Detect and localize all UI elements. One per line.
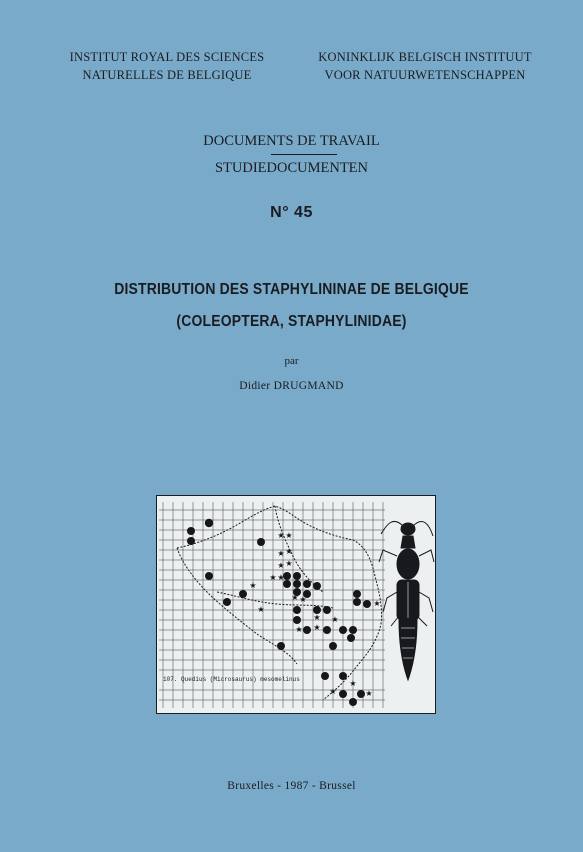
publication-place-year: Bruxelles - 1987 - Brussel bbox=[227, 780, 356, 792]
institute-name-fr bbox=[62, 48, 272, 84]
svg-text:★: ★ bbox=[277, 561, 285, 570]
beetle-illustration bbox=[379, 521, 434, 680]
svg-text:★: ★ bbox=[249, 581, 257, 590]
svg-text:★: ★ bbox=[285, 559, 293, 568]
svg-text:★: ★ bbox=[313, 623, 321, 632]
svg-text:★: ★ bbox=[257, 605, 265, 614]
series-title-fr: DOCUMENTS DE TRAVAIL bbox=[203, 133, 380, 149]
institute-fr-line1: INSTITUT ROYAL DES SCIENCES bbox=[69, 50, 265, 64]
distribution-map-figure bbox=[156, 495, 436, 714]
svg-text:★: ★ bbox=[285, 531, 293, 540]
institute-name-nl bbox=[318, 48, 532, 84]
author-name: Didier DRUGMAND bbox=[239, 380, 344, 392]
document-title-line2: (COLEOPTERA, STAPHYLINIDAE) bbox=[176, 313, 407, 330]
svg-text:★: ★ bbox=[277, 531, 285, 540]
series-title-nl: STUDIEDOCUMENTEN bbox=[214, 160, 369, 176]
svg-text:★: ★ bbox=[349, 679, 357, 688]
svg-text:★: ★ bbox=[373, 599, 381, 608]
institute-fr-line2: NATURELLES DE BELGIQUE bbox=[82, 68, 252, 82]
svg-text:★: ★ bbox=[295, 625, 303, 634]
svg-text:★: ★ bbox=[313, 613, 321, 622]
svg-text:★: ★ bbox=[299, 595, 307, 604]
svg-text:★: ★ bbox=[365, 689, 373, 698]
by-label: par bbox=[284, 355, 299, 367]
series-divider bbox=[271, 154, 337, 155]
svg-text:★: ★ bbox=[269, 573, 277, 582]
svg-text:★: ★ bbox=[285, 547, 293, 556]
svg-text:★: ★ bbox=[331, 615, 339, 624]
institute-nl-line2: VOOR NATUURWETENSCHAPPEN bbox=[324, 68, 526, 82]
svg-text:★: ★ bbox=[277, 573, 285, 582]
svg-text:★: ★ bbox=[329, 687, 337, 696]
svg-text:★: ★ bbox=[277, 549, 285, 558]
map-caption: 107. Quedius (Microsaurus) mesomelinus bbox=[163, 676, 300, 683]
svg-text:★: ★ bbox=[291, 593, 299, 602]
institute-nl-line1: KONINKLIJK BELGISCH INSTITUUT bbox=[318, 50, 532, 64]
document-number: N° 45 bbox=[270, 204, 313, 221]
document-title-line1: DISTRIBUTION DES STAPHYLININAE DE BELGIQUE bbox=[114, 281, 469, 298]
